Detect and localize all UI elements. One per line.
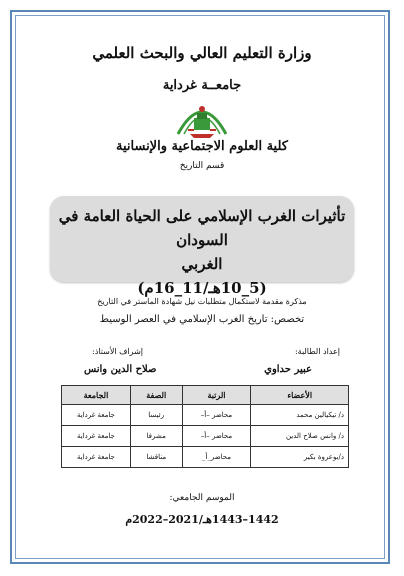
supervisor-label: إشراف الأستاذ:	[92, 347, 143, 356]
table-row	[62, 447, 349, 468]
student-label: إعداد الطالبة:	[294, 347, 340, 356]
jury-member-cell: د/ وانس صلاح الدين	[251, 426, 349, 447]
academic-season-value: 1442–1443هـ/2021–2022م	[125, 513, 279, 526]
jury-rank-cell: محاضر_أ_	[182, 447, 251, 468]
jury-role-cell: مشرفا	[130, 426, 182, 447]
jury-member-cell: د/بوعروة بكير	[251, 447, 349, 468]
department-name: قسم التاريخ	[179, 161, 225, 171]
thesis-title-line2: الغربي	[181, 255, 223, 273]
jury-university-cell: جامعة غرداية	[62, 447, 131, 468]
jury-table	[61, 385, 349, 468]
memo-statement: مذكرة مقدمة لاستكمال متطلبات نيل شهادة الماستر في التاريخ	[97, 297, 307, 306]
table-row	[62, 405, 349, 426]
ministry-title: وزارة التعليم العالي والبحث العلمي	[92, 44, 312, 62]
jury-header-role: الصفة	[130, 386, 182, 405]
jury-role-cell: مناقشا	[130, 447, 182, 468]
university-emblem-icon	[170, 96, 234, 140]
academic-season-label: الموسم الجامعي:	[169, 493, 235, 503]
table-row	[62, 426, 349, 447]
jury-rank-cell: محاضر –أ–	[182, 405, 251, 426]
faculty-name: كلية العلوم الاجتماعية والإنسانية	[116, 139, 288, 154]
jury-header-row	[62, 386, 349, 405]
jury-rank-cell: محاضر –أ–	[182, 426, 251, 447]
jury-university-cell: جامعة غرداية	[62, 405, 131, 426]
jury-header-rank: الرتبة	[182, 386, 251, 405]
thesis-title-box	[50, 196, 354, 297]
jury-header-university: الجامعة	[62, 386, 131, 405]
jury-university-cell: جامعة غرداية	[62, 426, 131, 447]
jury-header-members: الأعضاء	[251, 386, 349, 405]
jury-role-cell: رئيسا	[130, 405, 182, 426]
specialization: تخصص: تاريخ الغرب الإسلامي في العصر الوسيط	[99, 314, 305, 325]
student-name: عبير حداوي	[264, 364, 312, 375]
thesis-title-line1: تأثيرات الغرب الإسلامي على الحياة العامة في السودان	[58, 207, 346, 249]
supervisor-name: صلاح الدين وانس	[84, 364, 157, 375]
jury-member-cell: د/ تيكيالين محمد	[251, 405, 349, 426]
university-name: جامعــة غرداية	[162, 78, 242, 93]
thesis-title-dates: (5_10هـ/11_16م)	[137, 279, 267, 297]
